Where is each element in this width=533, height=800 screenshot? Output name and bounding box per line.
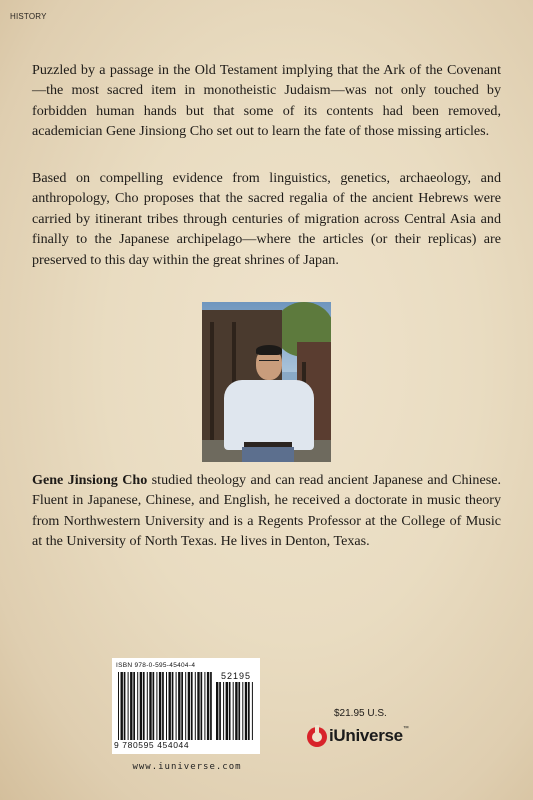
genre-label: HISTORY [10,12,47,21]
price-addon-digits: 52195 [220,671,252,681]
publisher-website: www.iuniverse.com [132,762,242,772]
author-name: Gene Jinsiong Cho [32,472,148,488]
iuniverse-swirl-icon [306,724,328,748]
logo-wordmark: iUniverse™ [329,726,409,745]
price-label: $21.95 U.S. [334,708,387,719]
blurb-paragraph-1: Puzzled by a passage in the Old Testament implying that the Ark of the Covenant—the most sacred item in monotheistic Judaism—was not only touched by forbidden human hands but that some of its contents had been removed, academician Gene Jinsiong Cho set out to learn the fate of those missing articles. [32,62,501,140]
author-photo [202,302,331,462]
ean-barcode-bars [118,672,216,740]
ean-digits: 9 780595 454044 [114,740,190,750]
author-bio [32,470,501,552]
author-bio-text: studied theology and can read ancient Japanese and Chinese. Fluent in Japanese, Chinese, and English, he received a doctorate in music theory from Northwestern University and is a Regents Professor at the College of Music at the University of North Texas. He lives in Denton, Texas. [32,472,501,550]
isbn-barcode [112,658,260,754]
blurb-paragraph-2: Based on compelling evidence from linguistics, genetics, archaeology, and anthropology, Cho proposes that the sacred regalia of the ancient Hebrews were carried by itinerant tribes through centuries of migration across Central Asia and finally to the Japanese archipelago—where the articles (or their replicas) are preserved to this day within the great shrines of Japan. [32,170,501,268]
addon-barcode-bars [216,682,256,740]
isbn-label: ISBN 978-0-595-45404-4 [116,662,196,669]
